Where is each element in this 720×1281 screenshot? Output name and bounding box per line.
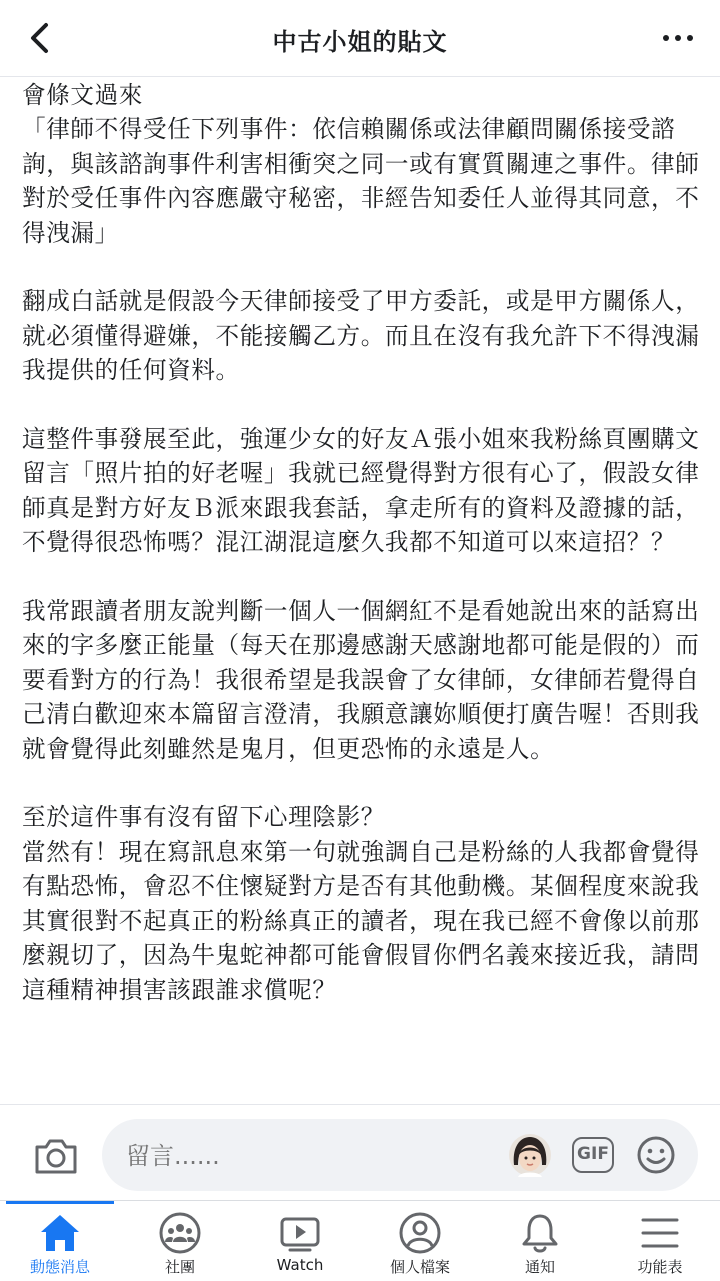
- tab-label: 功能表: [637, 1258, 683, 1276]
- comment-input[interactable]: [124, 1137, 488, 1175]
- tab-label: 動態消息: [29, 1258, 90, 1276]
- active-tab-indicator: [6, 1201, 114, 1204]
- post-paragraph-5: 至於這件事有沒有留下心理陰影？ 當然有！現在寫訊息來第一句就強調自己是粉絲的人我都會覺得有點恐怖，會忍不住懷疑對方是否有其他動機。某個程度來說我其實很對不起真正的粉絲真正的讀者，現在我已經不會像以前那麼親切了，因為牛鬼蛇神都可能會假冒你們名義來接近我，請問這種精神損害該跟誰求償呢？: [22, 803, 700, 1004]
- tab-label: Watch: [276, 1256, 324, 1274]
- profile-icon: [398, 1211, 442, 1255]
- paragraph-gap: [22, 766, 700, 800]
- smiley-icon[interactable]: [636, 1135, 676, 1175]
- home-icon: [38, 1211, 82, 1255]
- avatar[interactable]: [508, 1133, 552, 1177]
- post-paragraph-1: 會條文過來 「律師不得受任下列事件：依信賴關係或法律顧問關係接受諮詢，與該諮詢事件利害相衝突之同一或有實質關連之事件。律師對於受任事件內容應嚴守秘密，非經告知委任人並得其同意，不得洩漏」: [22, 81, 700, 247]
- tab-label: 社團: [164, 1258, 195, 1276]
- bottom-tab-bar: [0, 1200, 720, 1281]
- comment-box: [102, 1119, 698, 1191]
- tab-news-feed[interactable]: [0, 1201, 120, 1281]
- tab-label: 通知: [524, 1258, 555, 1276]
- groups-icon: [158, 1211, 202, 1255]
- paragraph-gap: [22, 388, 700, 422]
- menu-icon: [638, 1211, 682, 1255]
- post-paragraph-2: 翻成白話就是假設今天律師接受了甲方委託，或是甲方關係人，就必須懂得避嫌，不能接觸乙方。而且在沒有我允許下不得洩漏我提供的任何資料。: [22, 287, 700, 385]
- camera-icon[interactable]: [33, 1136, 79, 1176]
- page-title: 中古小姐的貼文: [272, 28, 448, 56]
- tab-label: 個人檔案: [389, 1258, 450, 1276]
- tab-profile[interactable]: [360, 1201, 480, 1281]
- tab-menu[interactable]: [600, 1201, 720, 1281]
- post-paragraph-4: 我常跟讀者朋友說判斷一個人一個網紅不是看她說出來的話寫出來的字多麼正能量（每天在那邊感謝天感謝地都可能是假的）而要看對方的行為！我很希望是我誤會了女律師，女律師若覺得自己清白歡迎來本篇留言澄清，我願意讓妳順便打廣告喔！否則我就會覺得此刻雖然是鬼月，但更恐怖的永遠是人。: [22, 597, 700, 763]
- bell-icon: [518, 1211, 562, 1255]
- comment-bar: [0, 1104, 720, 1201]
- ellipsis-icon[interactable]: [660, 24, 696, 52]
- tab-groups[interactable]: [120, 1201, 240, 1281]
- paragraph-gap: [22, 560, 700, 594]
- tab-notifications[interactable]: [480, 1201, 600, 1281]
- post-body: [22, 78, 700, 1103]
- tab-watch[interactable]: [240, 1201, 360, 1281]
- post-paragraph-3: 這整件事發展至此，強運少女的好友Ａ張小姐來我粉絲頁團購文留言「照片拍的好老喔」我就已經覺得對方很有心了，假設女律師真是對方好友Ｂ派來跟我套話，拿走所有的資料及證據的話，不覺得很恐怖嗎？混江湖混這麼久我都不知道可以來這招？？: [22, 425, 700, 557]
- header-bar: [0, 0, 720, 77]
- watch-icon: [278, 1211, 322, 1255]
- paragraph-gap: [22, 250, 700, 284]
- gif-button[interactable]: GIF: [572, 1137, 614, 1173]
